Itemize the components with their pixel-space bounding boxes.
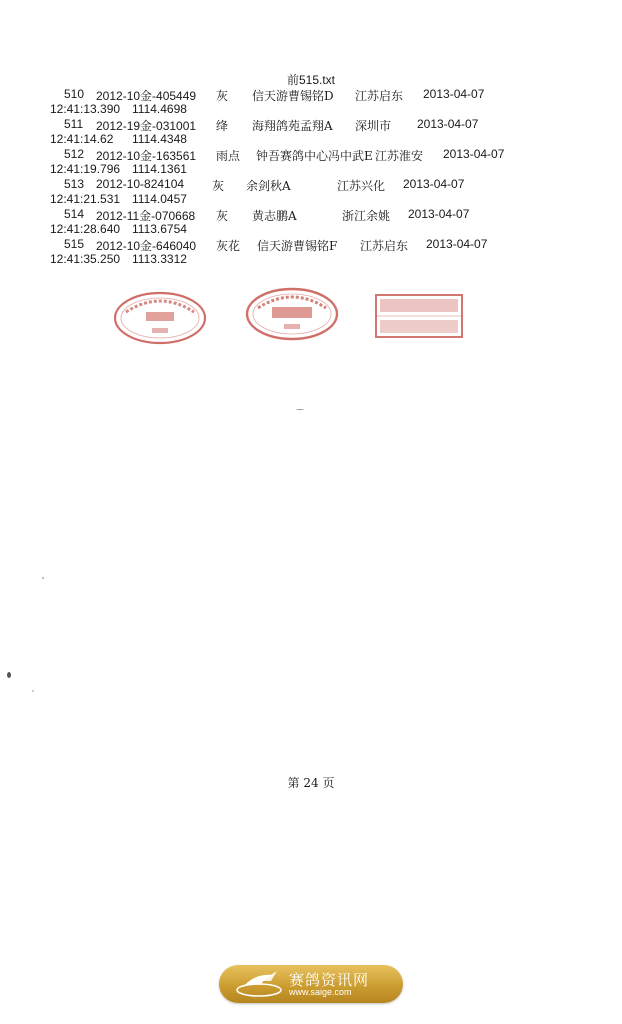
record-owner: 钟吾赛鸽中心冯中武E: [256, 149, 373, 163]
record-speed: 1114.1361: [132, 162, 187, 176]
record-owner: 黄志鹏A: [252, 209, 297, 223]
record-ring: 2012-11金-070668: [96, 209, 196, 223]
record-color: 雨点: [216, 149, 241, 163]
record-region: 江苏启东: [355, 89, 404, 103]
record-color: 灰: [216, 89, 229, 103]
record-row: [50, 85, 590, 115]
record-date: 2013-04-07: [426, 237, 488, 251]
record-ring: 2012-19金-031001: [96, 119, 197, 133]
record-ring: 2012-10金-646040: [96, 239, 197, 253]
record-rank: 511: [64, 117, 84, 131]
scan-speck: [42, 577, 44, 579]
record-owner: 海翔鸽苑孟翔A: [252, 119, 333, 133]
record-time: 12:41:28.640: [50, 222, 121, 236]
site-name: 赛鸽资讯网: [289, 971, 370, 989]
record-speed: 1113.3312: [132, 252, 187, 266]
record-date: 2013-04-07: [443, 147, 505, 161]
record-date: 2013-04-07: [417, 117, 479, 131]
record-owner: 信天游曹锡铭D: [252, 89, 334, 103]
record-region: 浙江余姚: [342, 209, 391, 223]
record-region: 江苏兴化: [337, 179, 386, 193]
record-rank: 513: [64, 177, 85, 191]
record-rank: 515: [64, 237, 85, 251]
record-row: [50, 115, 590, 145]
record-region: 江苏启东: [360, 239, 409, 253]
record-time: 12:41:35.250: [50, 252, 121, 266]
pigeon-logo-icon: [233, 969, 285, 999]
record-color: 灰: [216, 209, 229, 223]
record-list: [50, 85, 590, 265]
record-speed: 1114.4348: [132, 132, 187, 146]
scan-speck: [32, 690, 34, 692]
record-time: 12:41:14.62: [50, 132, 114, 146]
record-rank: 510: [64, 87, 85, 101]
site-banner[interactable]: [219, 965, 403, 1003]
record-date: 2013-04-07: [423, 87, 485, 101]
record-date: 2013-04-07: [408, 207, 470, 221]
record-row: [50, 175, 590, 205]
record-time: 12:41:21.531: [50, 192, 121, 206]
page-number: 第 24 页: [287, 776, 335, 790]
record-owner: 余剑秋A: [246, 179, 291, 193]
record-ring: 2012-10-824104: [96, 177, 185, 191]
record-color: 灰: [212, 179, 225, 193]
record-ring: 2012-10金-163561: [96, 149, 197, 163]
oval-seal-middle: [244, 286, 340, 342]
record-rank: 512: [64, 147, 85, 161]
site-url: www.saige.com: [289, 987, 352, 997]
record-ring: 2012-10金-405449: [96, 89, 197, 103]
oval-seal-left: [112, 290, 208, 346]
record-region: 深圳市: [355, 119, 392, 133]
document-title: 前515.txt: [286, 73, 336, 87]
record-row: [50, 205, 590, 235]
record-date: 2013-04-07: [403, 177, 465, 191]
record-color: 绛: [216, 119, 229, 133]
rectangular-seal-right: [374, 293, 464, 339]
record-speed: 1114.0457: [132, 192, 187, 206]
record-rank: 514: [64, 207, 85, 221]
scan-speck: [7, 672, 11, 678]
record-color: 灰花: [216, 239, 241, 253]
scan-speck: [296, 409, 304, 410]
record-owner: 信天游曹锡铭F: [257, 239, 338, 253]
record-time: 12:41:19.796: [50, 162, 121, 176]
record-row: [50, 235, 590, 265]
record-time: 12:41:13.390: [50, 102, 121, 116]
record-speed: 1113.6754: [132, 222, 187, 236]
record-row: [50, 145, 590, 175]
record-speed: 1114.4698: [132, 102, 187, 116]
record-region: 江苏淮安: [375, 149, 424, 163]
